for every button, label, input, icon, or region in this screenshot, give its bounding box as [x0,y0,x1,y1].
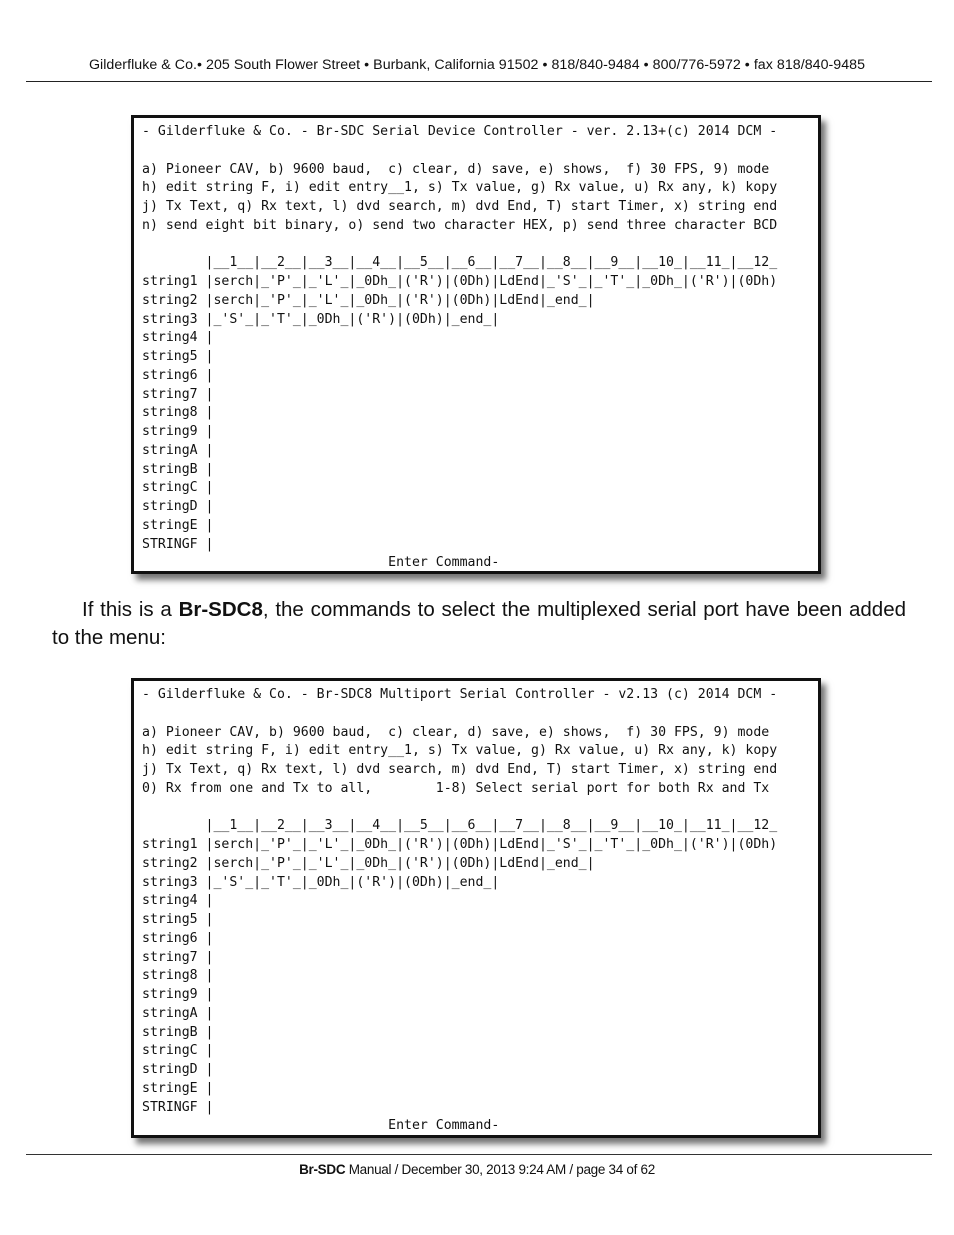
terminal-line: a) Pioneer CAV, b) 9600 baud, c) clear, d) save, e) shows, f) 30 FPS, 9) mode [142,724,770,740]
terminal-line: a) Pioneer CAV, b) 9600 baud, c) clear, d) save, e) shows, f) 30 FPS, 9) mode [142,161,770,177]
terminal-line: string5 | [142,349,214,364]
terminal-line: string6 | [142,930,214,946]
terminal-line [142,142,818,161]
terminal-line: stringD | [142,1062,214,1077]
page-header: Gilderfluke & Co.• 205 South Flower Street • Burbank, California 91502 • 818/840-9484 • 800/776-5972 • fax 818/840-9485 [88,57,866,73]
terminal-line: string7 | [142,386,214,402]
terminal-line: j) Tx Text, q) Rx text, l) dvd search, m) dvd End, T) start Timer, x) string end [142,762,778,777]
terminal-line: stringB | [142,461,214,477]
footer-page-info: Manual / December 30, 2013 9:24 AM / page 34 of 62 [345,1162,655,1177]
terminal-line: stringC | [142,480,214,496]
terminal-line: string3 |_'S'_|_'T'_|_0Dh_|('R')|(0Dh)|_end_| [142,311,500,327]
terminal-line: string7 | [142,949,214,965]
terminal-line: STRINGF | [142,1099,214,1115]
terminal-line: Enter Command- [142,555,500,571]
terminal-line: string8 | [142,405,214,421]
footer-divider [26,1154,932,1155]
terminal-line: string2 |serch|_'P'_|_'L'_|_0Dh_|('R')|(0Dh)|LdEnd|_end_| [142,292,595,308]
paragraph-prefix: If this is a [82,598,179,621]
terminal-line: - Gilderfluke & Co. - Br-SDC Serial Device Controller - ver. 2.13+(c) 2014 DCM - [142,124,778,139]
terminal-line: j) Tx Text, q) Rx text, l) dvd search, m) dvd End, T) start Timer, x) string end [142,199,778,214]
page-footer [0,1162,954,1177]
terminal-line: stringB | [142,1024,214,1040]
terminal-line: string1 |serch|_'P'_|_'L'_|_0Dh_|('R')|(0Dh)|LdEnd|_'S'_|_'T'_|_0Dh_|('R')|(0Dh) [142,837,778,852]
terminal-line: string5 | [142,912,214,927]
terminal-line: stringA | [142,442,214,458]
terminal-line: |__1__|__2__|__3__|__4__|__5__|__6__|__7__|__8__|__9__|__10_|__11_|__12_ [142,255,778,271]
terminal-line: string2 |serch|_'P'_|_'L'_|_0Dh_|('R')|(0Dh)|LdEnd|_end_| [142,855,595,871]
terminal-line: string9 | [142,424,214,439]
terminal-line: string6 | [142,367,214,383]
terminal-line: stringE | [142,517,214,533]
terminal-line: string1 |serch|_'P'_|_'L'_|_0Dh_|('R')|(0Dh)|LdEnd|_'S'_|_'T'_|_0Dh_|('R')|(0Dh) [142,274,778,289]
terminal-screenshot-br-sdc8 [131,678,821,1138]
terminal-line: Enter Command- [142,1118,500,1134]
terminal-line: string3 |_'S'_|_'T'_|_0Dh_|('R')|(0Dh)|_end_| [142,874,500,890]
paragraph-product-name: Br-SDC8 [178,598,263,621]
terminal-line [142,799,818,818]
terminal-line: string9 | [142,987,214,1002]
terminal-line [142,705,818,724]
terminal-line: - Gilderfluke & Co. - Br-SDC8 Multiport Serial Controller - v2.13 (c) 2014 DCM - [142,687,778,702]
terminal-line: stringC | [142,1043,214,1059]
terminal-line: string4 | [142,330,214,346]
terminal-line: string8 | [142,968,214,984]
terminal-line: stringA | [142,1005,214,1021]
terminal-line: 0) Rx from one and Tx to all, 1-8) Select serial port for both Rx and Tx [142,780,770,796]
terminal-line: h) edit string F, i) edit entry__1, s) Tx value, g) Rx value, u) Rx any, k) kopy [142,180,778,196]
body-paragraph [52,596,906,652]
terminal-line [142,236,818,255]
paragraph-suffix: , the commands to select the multiplexed serial port have been added to the menu: [52,598,906,649]
terminal-line: n) send eight bit binary, o) send two character HEX, p) send three character BCD [142,217,778,233]
terminal-screenshot-br-sdc [131,115,821,574]
terminal-line: string4 | [142,893,214,909]
header-divider [26,81,932,82]
terminal-line: stringE | [142,1080,214,1096]
footer-product-name: Br-SDC [299,1162,346,1177]
terminal-line: |__1__|__2__|__3__|__4__|__5__|__6__|__7__|__8__|__9__|__10_|__11_|__12_ [142,818,778,834]
terminal-line: stringD | [142,499,214,514]
terminal-line: h) edit string F, i) edit entry__1, s) Tx value, g) Rx value, u) Rx any, k) kopy [142,743,778,759]
terminal-line: STRINGF | [142,536,214,552]
